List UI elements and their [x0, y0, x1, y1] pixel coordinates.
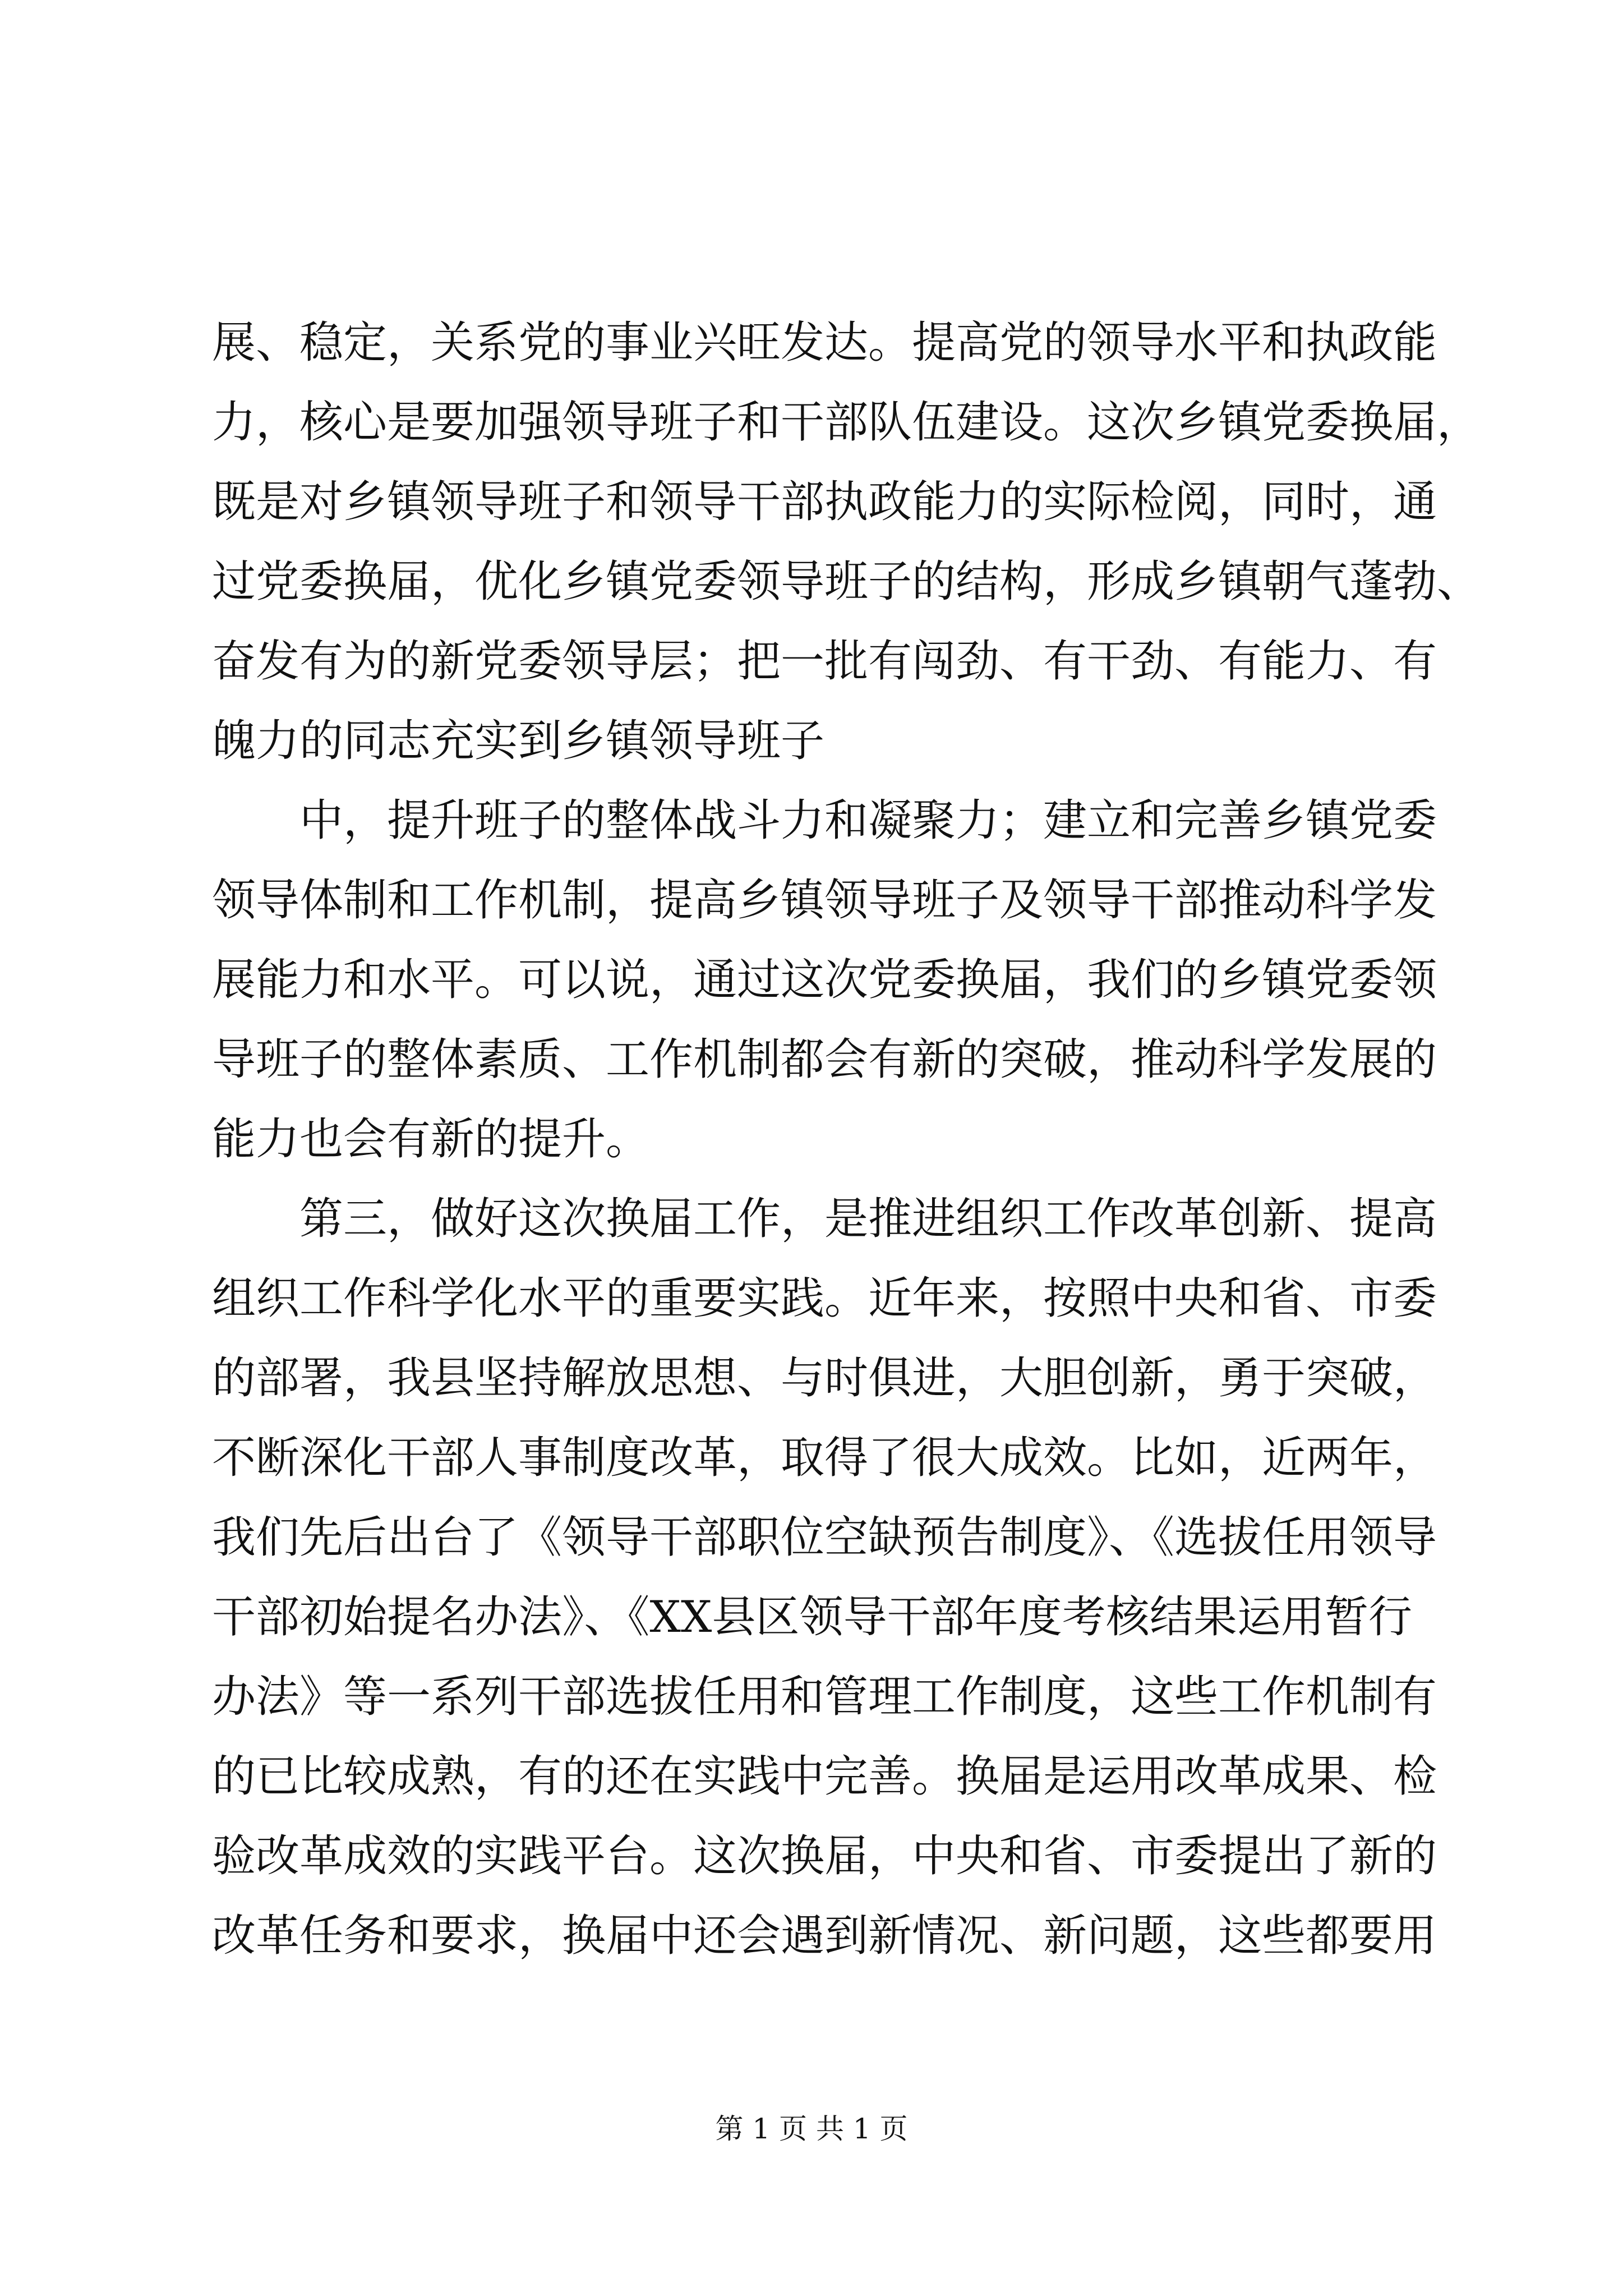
text-line: 的部署，我县坚持解放思想、与时俱进，大胆创新，勇于突破，	[212, 1353, 1437, 1404]
text-line: 改革任务和要求，换届中还会遇到新情况、新问题，这些都要用	[212, 1911, 1437, 1961]
text-line: 魄力的同志充实到乡镇领导班子	[212, 716, 825, 766]
text-line: 不断深化干部人事制度改革，取得了很大成效。比如，近两年，	[212, 1433, 1437, 1483]
text-line: 能力也会有新的提升。	[212, 1114, 650, 1165]
text-line: 办法》等一系列干部选拔任用和管理工作制度，这些工作机制有	[212, 1672, 1437, 1722]
text-line: 验改革成效的实践平台。这次换届，中央和省、市委提出了新的	[212, 1831, 1437, 1881]
text-line: 展能力和水平。可以说，通过这次党委换届，我们的乡镇党委领	[212, 955, 1437, 1005]
paragraph-first-line: 第三，做好这次换届工作，是推进组织工作改革创新、提高	[299, 1194, 1437, 1244]
text-line: 展、稳定，关系党的事业兴旺发达。提高党的领导水平和执政能	[212, 318, 1437, 368]
text-line: 干部初始提名办法》、《XX县区领导干部年度考核结果运用暂行	[212, 1592, 1412, 1642]
text-line: 组织工作科学化水平的重要实践。近年来，按照中央和省、市委	[212, 1273, 1437, 1324]
document-body	[212, 303, 1481, 1976]
text-line: 领导体制和工作机制，提高乡镇领导班子及领导干部推动科学发	[212, 875, 1437, 926]
text-line: 既是对乡镇领导班子和领导干部执政能力的实际检阅，同时，通	[212, 477, 1437, 527]
text-line: 我们先后出台了《领导干部职位空缺预告制度》、《选拔任用领导	[212, 1512, 1437, 1563]
text-line: 导班子的整体素质、工作机制都会有新的突破，推动科学发展的	[212, 1034, 1437, 1085]
text-line: 奋发有为的新党委领导层；把一批有闯劲、有干劲、有能力、有	[212, 636, 1437, 687]
text-line: 力，核心是要加强领导班子和干部队伍建设。这次乡镇党委换届，	[212, 397, 1481, 448]
text-line: 过党委换届，优化乡镇党委领导班子的结构，形成乡镇朝气蓬勃、	[212, 556, 1481, 607]
text-line: 的已比较成熟，有的还在实践中完善。换届是运用改革成果、检	[212, 1751, 1437, 1802]
page-number-footer: 第 1 页 共 1 页	[715, 2113, 908, 2145]
paragraph-first-line: 中，提升班子的整体战斗力和凝聚力；建立和完善乡镇党委	[299, 795, 1437, 846]
